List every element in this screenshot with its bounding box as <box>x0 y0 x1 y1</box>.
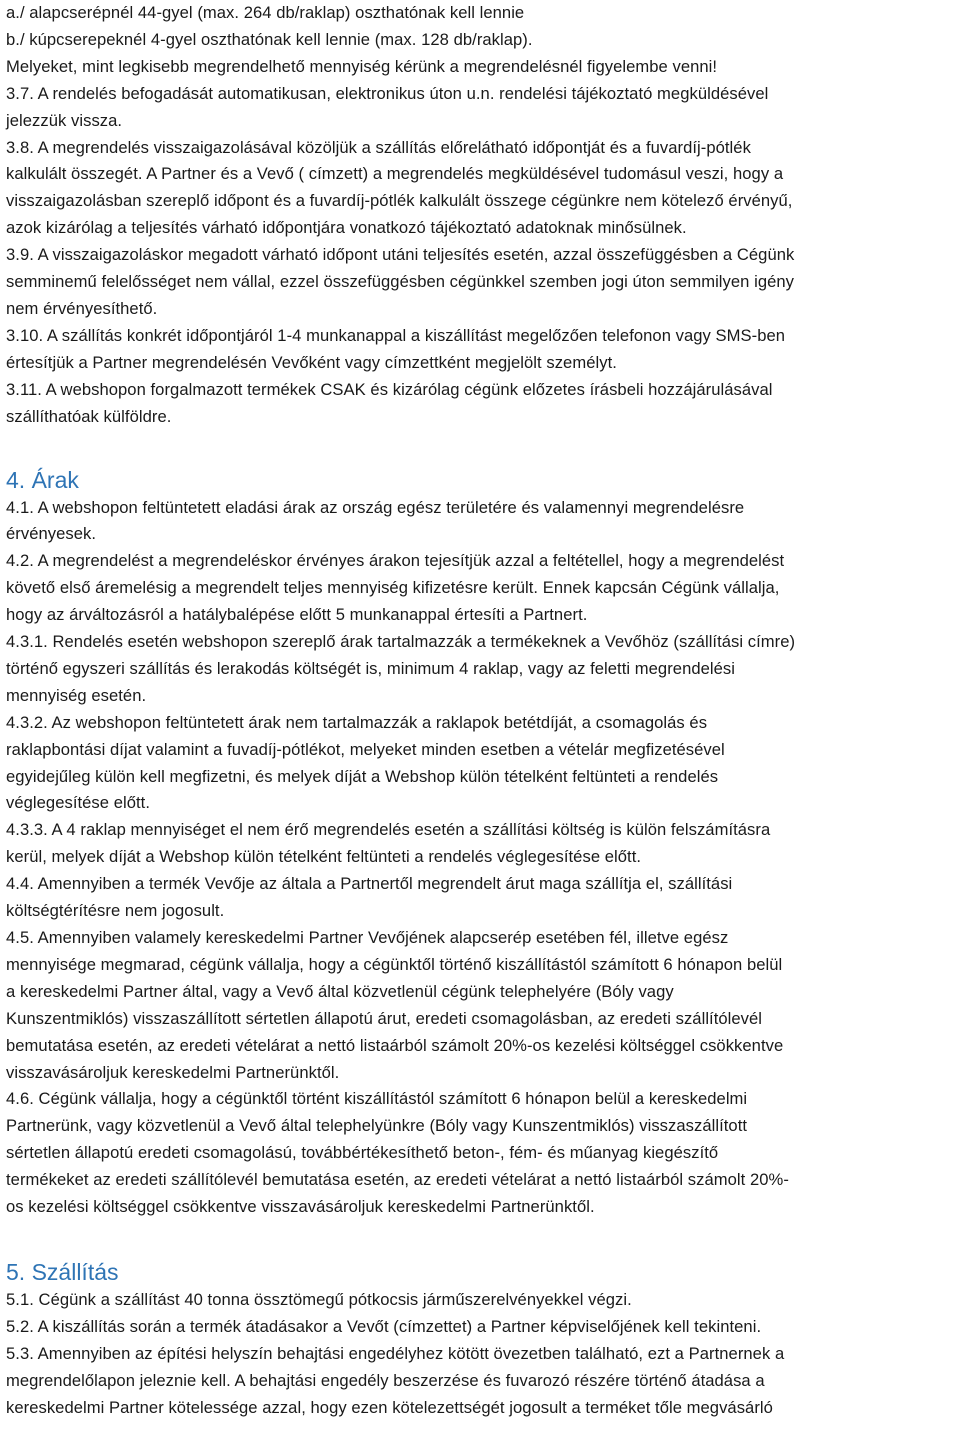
paragraph: 4.6. Cégünk vállalja, hogy a cégünktől történt kiszállítástól számított 6 hónapon belül a kereskedelmi Partnerünk, vagy közvetlenül a Vevő által telephelyünkre (Bóly vagy Kunszentmiklós) visszaszállított sértetlen állapotú eredeti csomagolású, továbbértékesíthető beton-, fém- és műanyag kiegészítő termékeket az eredeti szállítólevél bemutatása esetén, az eredeti vételárat a nettó listaárból számolt 20%- os kezelési költséggel csökkentve visszavásároljuk kereskedelmi Partnerünktől. <box>6 1089 789 1217</box>
section-spacer <box>6 431 954 465</box>
paragraph: b./ kúpcserepeknél 4-gyel oszthatónak kell lennie (max. 128 db/raklap). <box>6 29 533 49</box>
paragraph: Melyeket, mint legkisebb megrendelhető mennyiség kérünk a megrendelésnél figyelembe venni! <box>6 56 718 76</box>
paragraph: a./ alapcserépnél 44-gyel (max. 264 db/raklap) oszthatónak kell lennie <box>6 3 525 22</box>
paragraph: 4.3.2. Az webshopon feltüntetett árak nem tartalmazzák a raklapok betétdíját, a csomagolás és raklapbontási díjat valamint a fuvadíj-pótlékot, melyeket minden esetben a vételár megfizetésével egyidejűleg külön kell megfizetni, és melyek díját a Webshop külön tételként feltünteti a rendelés véglegesítése előtt. <box>6 712 725 813</box>
paragraph: 3.7. A rendelés befogadását automatikusan, elektronikus úton u.n. rendelési tájékoztató megküldésével jelezzük vissza. <box>6 83 769 130</box>
paragraph: 3.8. A megrendelés visszaigazolásával közöljük a szállítás előrelátható időpontját és a fuvardíj-pótlék kalkulált összegét. A Partner és a Vevő ( címzett) a megrendelés megküldésével tudomásul veszi, hogy a visszaigazolásban szereplő időpont és a fuvardíj-pótlék kalkulált összege cégünkre nem kötelező érvényű, azok kizárólag a teljesítés várható időpontjára vonatkozó tájékoztató adatoknak minősülnek. <box>6 137 793 238</box>
section-heading: 5. Szállítás <box>6 1258 119 1285</box>
paragraph: 4.5. Amennyiben valamely kereskedelmi Partner Vevőjének alapcserép esetében fél, illetve egész mennyisége megmarad, cégünk vállalja, hogy a cégünktől történő kiszállítástól számított 6 hónapon belül a kereskedelmi Partner által, vagy a Vevő által közvetlenül cégünk telephelyére (Bóly vagy Kunszentmiklós) visszaszállított sértetlen állapotú árut, eredeti csomagolásban, az eredeti szállítólevél bemutatása esetén, az eredeti vételárat a nettó listaárból számolt 20%-os kezelési költséggel csökkentve visszavásároljuk kereskedelmi Partnerünktől. <box>6 928 784 1082</box>
section-spacer <box>6 1221 954 1257</box>
paragraph: 4.2. A megrendelést a megrendeléskor érvényes árakon tejesítjük azzal a feltétellel, hogy a megrendelést követő első áremelésig a megrendelt teljes mennyiség kifizetésre került. Ennek kapcsán Cégünk vállalja, hogy az árváltozásról a hatálybalépése előtt 5 munkanappal értesíti a Partnert. <box>6 551 785 625</box>
paragraph: 4.4. Amennyiben a termék Vevője az általa a Partnertől megrendelt árut maga szállítja el, szállítási költségtérítésre nem jogosult. <box>6 874 733 921</box>
section-heading: 4. Árak <box>6 466 79 493</box>
paragraph: 3.11. A webshopon forgalmazott termékek CSAK és kizárólag cégünk előzetes írásbeli hozzájárulásával szállíthatóak külföldre. <box>6 379 773 426</box>
paragraph: 5.2. A kiszállítás során a termék átadásakor a Vevőt (címzettet) a Partner képviselőjének kell tekinteni. <box>6 1316 762 1336</box>
paragraph: 3.10. A szállítás konkrét időpontjáról 1-4 munkanappal a kiszállítást megelőzően telefonon vagy SMS-ben értesítjük a Partner megrendelésén Vevőként vagy címzettként megjelölt személyt. <box>6 325 786 372</box>
paragraph: 4.3.1. Rendelés esetén webshopon szereplő árak tartalmazzák a termékeknek a Vevőhöz (szállítási címre) történő egyszeri szállítás és lerakodás költségét is, minimum 4 raklap, vagy az feletti megrendelési mennyiség esetén. <box>6 632 796 705</box>
paragraph: 3.9. A visszaigazoláskor megadott várható időpont utáni teljesítés esetén, azzal összefüggésben a Cégünk semminemű felelősséget nem vállal, ezzel összefüggésben cégünkkel szemben jogi úton semmilyen igény nem érvényesíthető. <box>6 245 795 318</box>
paragraph: 4.1. A webshopon feltüntetett eladási árak az ország egész területére és valamennyi megrendelésre érvényesek. <box>6 497 745 544</box>
paragraph: 4.3.3. A 4 raklap mennyiséget el nem érő megrendelés esetén a szállítási költség is külön felszámításra kerül, melyek díját a Webshop külön tételként feltünteti a rendelés véglegesítése előtt. <box>6 820 771 867</box>
paragraph: 5.1. Cégünk a szállítást 40 tonna össztömegű pótkocsis járműszerelvényekkel végzi. <box>6 1289 632 1309</box>
paragraph: 5.3. Amennyiben az építési helyszín behajtási engedélyhez kötött övezetben található, ezt a Partnernek a megrendelőlapon jeleznie kell. A behajtási engedély beszerzése és fuvarozó részére történő átadása a kereskedelmi Partner kötelessége azzal, hogy ezen kötelezettségét jogosult a terméket tőle megvásárló <box>6 1343 785 1417</box>
